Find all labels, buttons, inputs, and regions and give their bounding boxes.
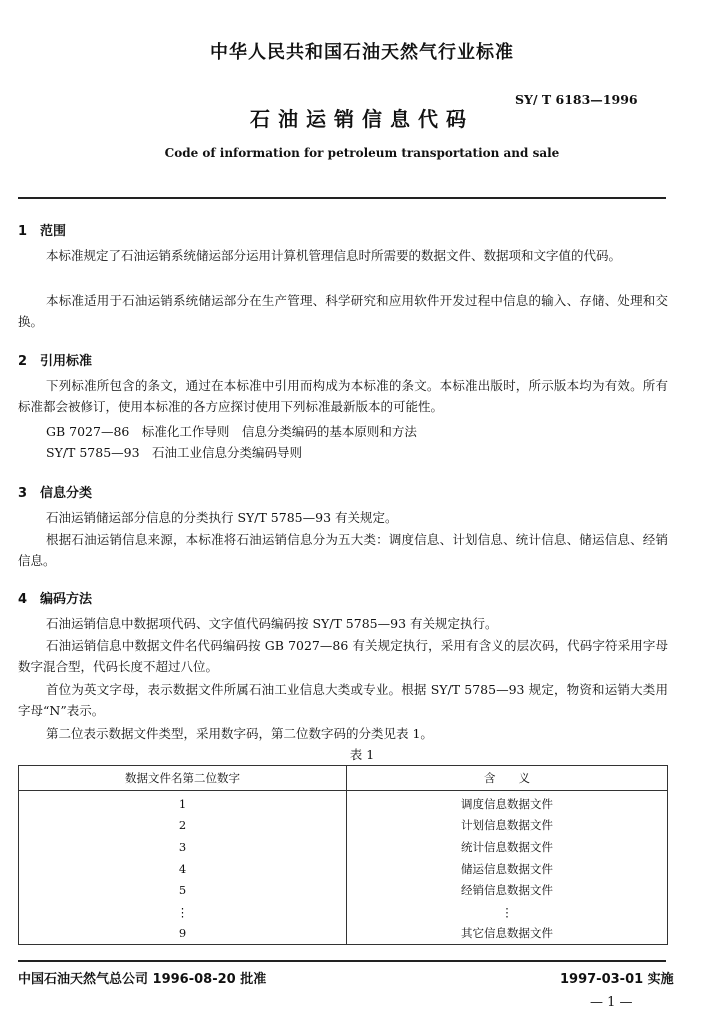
table-row [19,923,668,945]
footer-rule [18,960,666,962]
paragraph: 本标准规定了石油运销系统储运部分运用计算机管理信息时所需要的数据文件、数据项和文字值的代码。 [46,248,622,263]
table-cell: ⋮ [347,901,668,923]
table-cell: 调度信息数据文件 [347,791,668,815]
implementation-date: 1997-03-01 实施 [560,972,674,987]
page-number: — 1 — [590,995,633,1010]
table-cell: 计划信息数据文件 [347,815,668,837]
paragraph: 下列标准所包含的条文，通过在本标准中引用而构成为本标准的条文。本标准出版时，所示版本均为有效。所有标准都会被修订，使用本标准的各方应探讨使用下列标准最新版本的可能性。 [18,378,668,414]
table-cell: 其它信息数据文件 [347,923,668,945]
document-title-english: Code of information for petroleum transportation and sale [164,146,560,160]
table-row [19,879,668,901]
table-1 [18,765,668,945]
section-4-heading [18,588,92,607]
table-cell: ⋮ [19,901,347,923]
paragraph: 石油运销信息中数据项代码、文字值代码编码按 SY/T 5785—93 有关规定执行。 [46,616,498,631]
section-3-heading [18,482,92,501]
paragraph: 根据石油运销信息来源，本标准将石油运销信息分为五大类：调度信息、计划信息、统计信息、储运信息、经销信息。 [18,532,668,568]
table-row [19,858,668,880]
section-number: 2 [18,354,28,369]
section-title: 引用标准 [40,354,93,369]
section-number: 4 [18,592,28,607]
column-header: 数据文件名第二位数字 [19,766,347,791]
paragraph: 首位为英文字母，表示数据文件所属石油工业信息大类或专业。根据 SY/T 5785—93 规定，物资和运销大类用字母“N”表示。 [18,682,668,718]
table-cell: 9 [19,923,347,945]
standard-number: SY/ T 6183—1996 [515,92,638,107]
table-row [19,791,668,815]
table-row [19,901,668,923]
section-title: 信息分类 [40,486,93,501]
document-title: 石油运销信息代码 [250,107,474,131]
table-cell: 2 [19,815,347,837]
table-cell: 5 [19,879,347,901]
section-number: 1 [18,224,28,239]
paragraph: 第二位表示数据文件类型，采用数字码，第二位数字码的分类见表 1。 [46,726,433,741]
section-title: 范围 [40,224,67,239]
reference-item: SY/T 5785—93 石油工业信息分类编码导则 [46,445,303,460]
approval-line: 中国石油天然气总公司 1996-08-20 批准 [18,972,267,987]
table-cell: 3 [19,836,347,858]
reference-item: GB 7027—86 标准化工作导则 信息分类编码的基本原则和方法 [46,424,417,439]
table-caption: 表 1 [349,747,375,762]
column-header: 含 义 [347,766,668,791]
section-1-heading [18,220,66,239]
table-cell: 储运信息数据文件 [347,858,668,880]
table-cell: 4 [19,858,347,880]
section-number: 3 [18,486,28,501]
table-cell: 经销信息数据文件 [347,879,668,901]
table-cell: 1 [19,791,347,815]
paragraph: 石油运销信息中数据文件名代码编码按 GB 7027—86 有关规定执行，采用有含义的层次码，代码字符采用字母数字混合型，代码长度不超过八位。 [18,638,668,674]
section-2-heading [18,350,92,369]
section-title: 编码方法 [40,592,93,607]
paragraph: 本标准适用于石油运销系统储运部分在生产管理、科学研究和应用软件开发过程中信息的输入、存储、处理和交换。 [18,293,668,329]
header-rule [18,197,666,199]
table-row [19,815,668,837]
paragraph: 石油运销储运部分信息的分类执行 SY/T 5785—93 有关规定。 [46,510,398,525]
table-cell: 统计信息数据文件 [347,836,668,858]
table-header-row [19,766,668,791]
table-row [19,836,668,858]
org-title: 中华人民共和国石油天然气行业标准 [210,42,514,63]
